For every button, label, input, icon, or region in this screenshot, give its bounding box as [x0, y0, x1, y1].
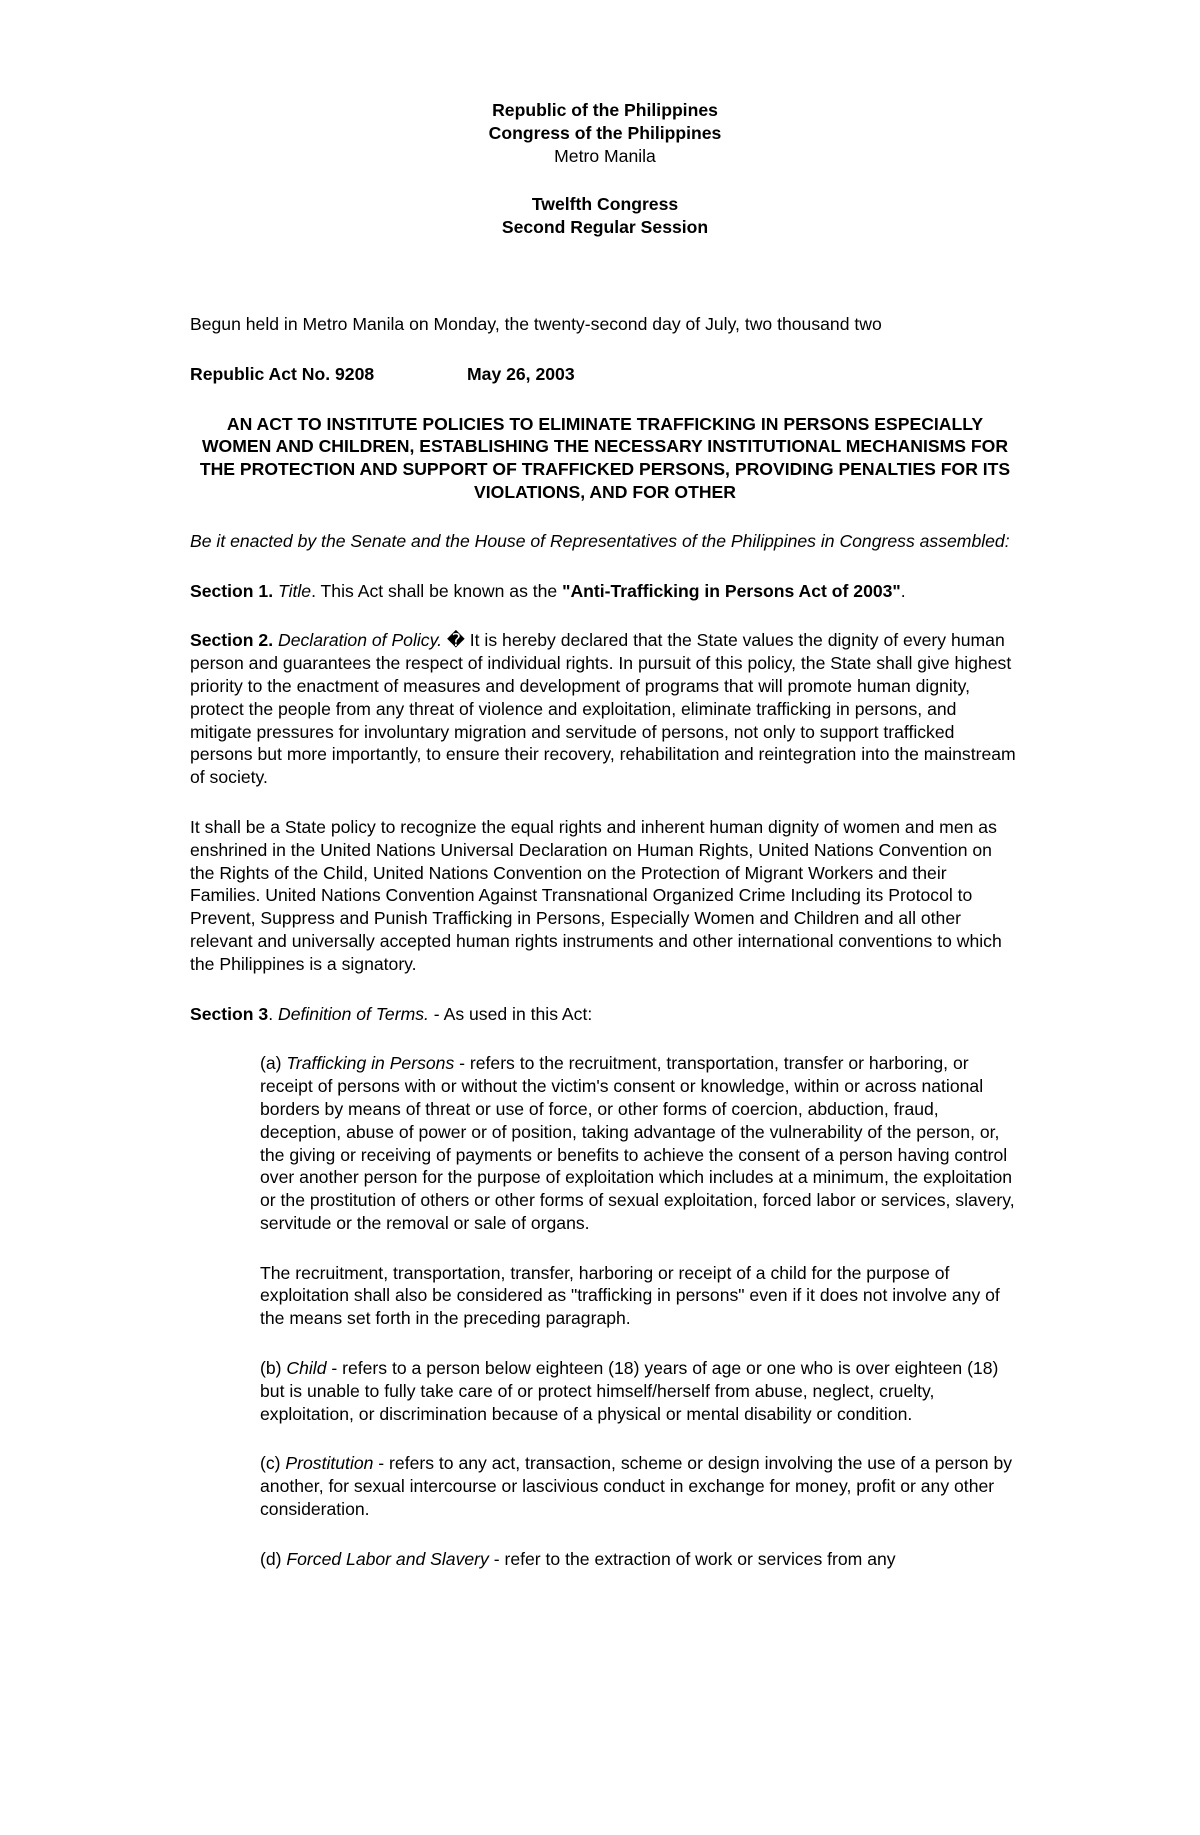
- regular-session: Second Regular Session: [501, 217, 709, 238]
- section-1-end: .: [900, 580, 906, 601]
- congress-number: Twelfth Congress: [531, 194, 679, 215]
- definition-a-term: Trafficking in Persons: [286, 1053, 455, 1074]
- header-location: Metro Manila: [554, 145, 656, 166]
- section-2-paragraph-2: It shall be a State policy to recognize the equal rights and inherent human dignity of women and men as enshrined in the United Nations Universal Declaration on Human Rights, United Nations Convention on the Rights of the Child, United Nations Convention on the Protection of Migrant Workers and their Families. United Nations Convention Against Transnational Organized Crime Including its Protocol to Prevent, Suppress and Punish Trafficking in Persons, Especially Women and Children and all other relevant and universally accepted human rights instruments and other international conventions to which the Philippines is a signatory.: [190, 816, 1002, 974]
- definition-c-marker: (c): [260, 1453, 286, 1474]
- definition-d-text: - refer to the extraction of work or services from any: [488, 1548, 896, 1569]
- definition-b: [260, 1357, 1020, 1425]
- definition-a-text: - refers to the recruitment, transportation, transfer or harboring, or receipt of persons with or without the victim's consent or knowledge, within or across national borders by means of threat or use of force, or other forms of coercion, abduction, fraud, deception, abuse of power or of position, taking advantage of the vulnerability of the person, or, the giving or receiving of payments or benefits to achieve the consent of a person having control over another person for the purpose of exploitation which includes at a minimum, the exploitation or the prostitution of others or other forms of sexual exploitation, forced labor or services, slavery, servitude or the removal or sale of organs.: [260, 1053, 1015, 1233]
- section-1-text: . This Act shall be known as the: [311, 580, 563, 601]
- section-3-dot: .: [268, 1003, 278, 1024]
- section-3-label: Section 3: [190, 1003, 269, 1024]
- document-body: [190, 99, 1020, 1571]
- act-title: AN ACT TO INSTITUTE POLICIES TO ELIMINATE TRAFFICKING IN PERSONS ESPECIALLY WOMEN AND CHILDREN, ESTABLISHING THE NECESSARY INSTITUTIONAL MECHANISMS FOR THE PROTECTION AND SUPPORT OF TRAFFICKED PERSONS, PROVIDING PENALTIES FOR ITS VIOLATIONS, AND FOR OTHER: [199, 413, 1011, 502]
- definition-a: [260, 1052, 1020, 1234]
- act-identifier: [190, 363, 1020, 386]
- section-2-label: Section 2.: [190, 630, 274, 651]
- definition-a-paragraph-2: The recruitment, transportation, transfer, harboring or receipt of a child for the purpose of exploitation shall also be considered as "trafficking in persons" even if it does not involve any of the means set forth in the preceding paragraph.: [260, 1262, 1000, 1329]
- definitions-list: [260, 1052, 1020, 1570]
- section-3-heading: Definition of Terms.: [278, 1003, 429, 1024]
- section-1: [190, 580, 1020, 603]
- section-3-text: - As used in this Act:: [428, 1003, 593, 1024]
- header-republic: Republic of the Philippines: [492, 100, 718, 120]
- act-date: May 26, 2003: [467, 363, 575, 384]
- section-3: [190, 1003, 1020, 1026]
- header-congress: Congress of the Philippines: [488, 122, 722, 143]
- section-2-heading: Declaration of Policy.: [278, 630, 442, 651]
- section-2: [190, 629, 1020, 789]
- act-number: Republic Act No. 9208: [190, 363, 375, 384]
- definition-d: [260, 1548, 1020, 1571]
- definition-c-text: - refers to any act, transaction, scheme or design involving the use of a person by another, for sexual intercourse or lascivious conduct in exchange for money, profit or any other consideration.: [260, 1453, 1013, 1520]
- definition-d-term: Forced Labor and Slavery: [286, 1548, 489, 1569]
- definition-c: [260, 1452, 1020, 1520]
- definition-b-text: - refers to a person below eighteen (18) years of age or one who is over eighteen (18) but is unable to fully take care of or protect himself/herself from abuse, neglect, cruelty, exploitation, or discrimination because of a physical or mental disability or condition.: [260, 1358, 999, 1424]
- definition-d-marker: (d): [260, 1548, 287, 1569]
- enacting-clause: Be it enacted by the Senate and the House of Representatives of the Philippines in Congress assembled:: [190, 530, 1010, 551]
- section-1-heading: Title: [278, 580, 312, 601]
- definition-c-term: Prostitution: [285, 1453, 374, 1474]
- session-info: [190, 193, 1020, 239]
- section-2-text: � It is hereby declared that the State values the dignity of every human person and guarantees the respect of individual rights. In pursuit of this policy, the State shall give highest priority to the enactment of measures and development of programs that will promote human dignity, protect the people from any threat of violence and exploitation, eliminate trafficking in persons, and mitigate pressures for involuntary migration and servitude of persons, not only to support trafficked persons but more importantly, to ensure their recovery, rehabilitation and reintegration into the mainstream of society.: [190, 630, 1016, 788]
- definition-a-marker: (a): [260, 1053, 287, 1074]
- begun-statement: Begun held in Metro Manila on Monday, the twenty-second day of July, two thousand two: [190, 313, 882, 334]
- definition-b-term: Child: [286, 1358, 327, 1379]
- document-header: [190, 99, 1020, 167]
- section-1-label: Section 1.: [190, 580, 274, 601]
- section-1-short-title: "Anti-Trafficking in Persons Act of 2003": [562, 580, 901, 601]
- definition-b-marker: (b): [260, 1358, 287, 1379]
